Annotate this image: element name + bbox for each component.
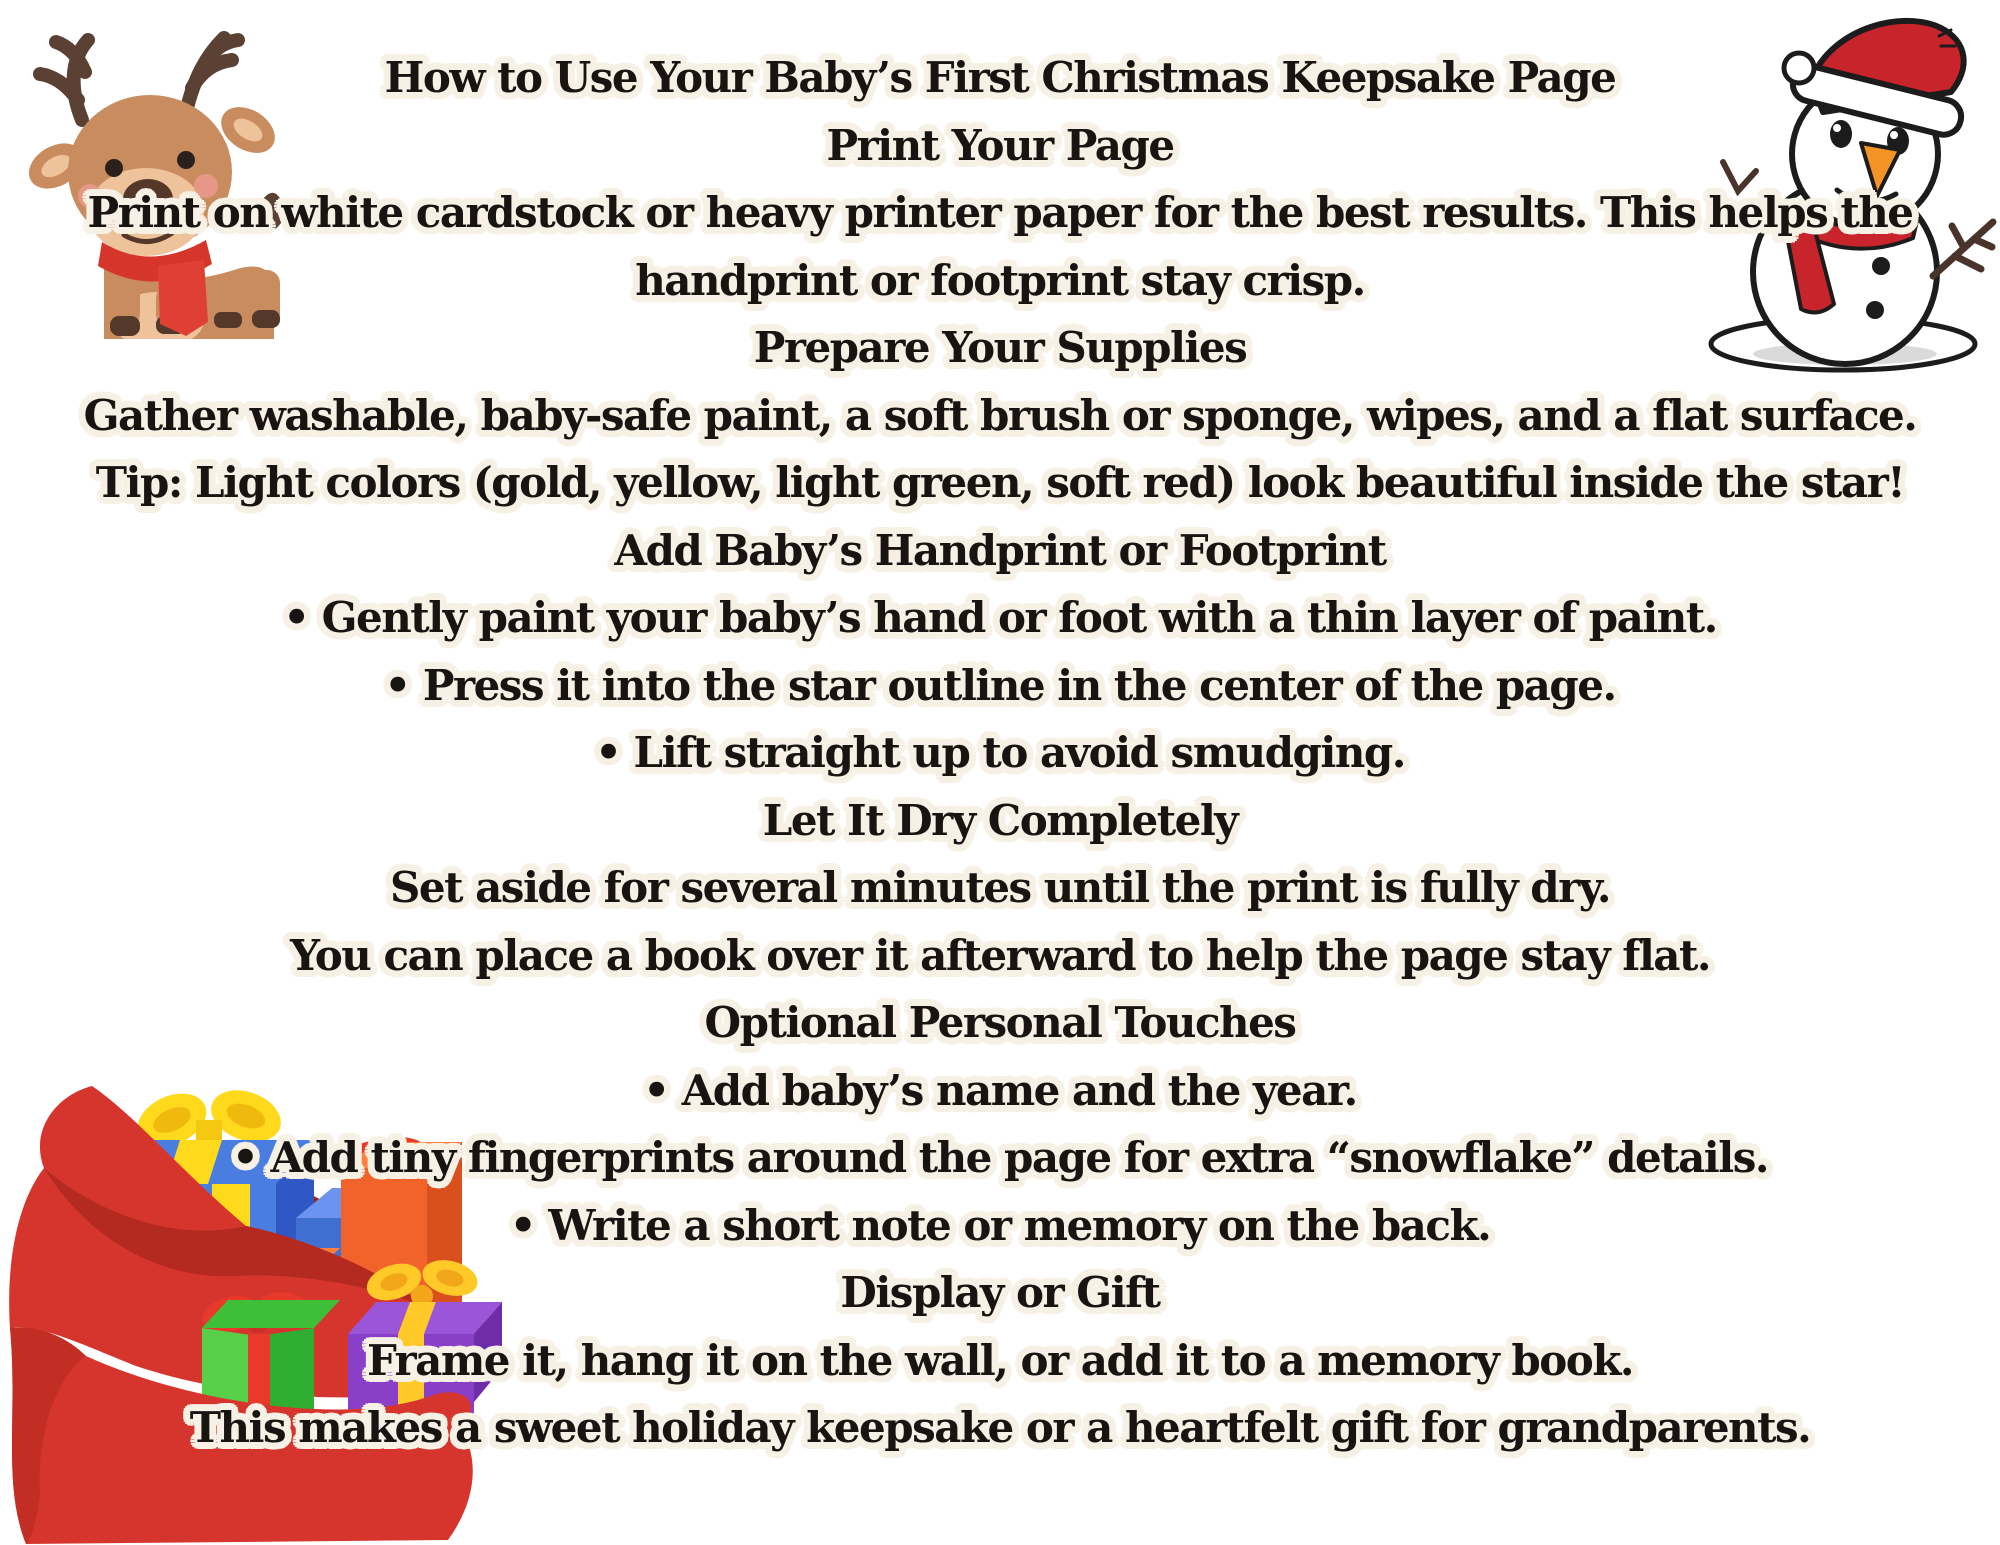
bullet-press-star: • Press it into the star outline in the center of the page. [384,660,1616,710]
heading-let-it-dry: Let It Dry Completely [762,795,1238,845]
body-tip-light-colors: Tip: Light colors (gold, yellow, light green, soft red) look beautiful inside the star! [95,458,1905,507]
body-print-cardstock-2: handprint or footprint stay crisp. [635,255,1365,305]
instructions-text [0,44,2000,1462]
heading-display-or-gift: Display or Gift [840,1268,1160,1317]
page-title: How to Use Your Baby’s First Christmas Keepsake Page [384,53,1616,102]
body-sweet-keepsake: This makes a sweet holiday keepsake or a heartfelt gift for grandparents. [189,1403,1811,1452]
body-print-cardstock-1: Print on white cardstock or heavy printer paper for the best results. This helps the [87,188,1913,237]
body-place-book: You can place a book over it afterward to help the page stay flat. [289,930,1711,980]
bullet-write-note: • Write a short note or memory on the back. [509,1200,1491,1250]
body-gather-supplies: Gather washable, baby-safe paint, a soft brush or sponge, wipes, and a flat surface. [83,390,1917,440]
heading-prepare-supplies: Prepare Your Supplies [753,323,1247,372]
body-frame-it: Frame it, hang it on the wall, or add it to a memory book. [366,1335,1634,1385]
bullet-add-name-year: • Add baby’s name and the year. [643,1065,1357,1115]
bullet-lift-straight: • Lift straight up to avoid smudging. [595,728,1405,777]
heading-print-your-page: Print Your Page [826,120,1174,170]
heading-optional-touches: Optional Personal Touches [704,998,1296,1047]
bullet-gently-paint: • Gently paint your baby’s hand or foot with a thin layer of paint. [283,593,1717,642]
bullet-tiny-fingerprints: • Add tiny fingerprints around the page for extra “snowflake” details. [232,1133,1768,1182]
heading-add-handprint: Add Baby’s Handprint or Footprint [614,525,1386,575]
body-set-aside: Set aside for several minutes until the print is fully dry. [390,863,1610,912]
